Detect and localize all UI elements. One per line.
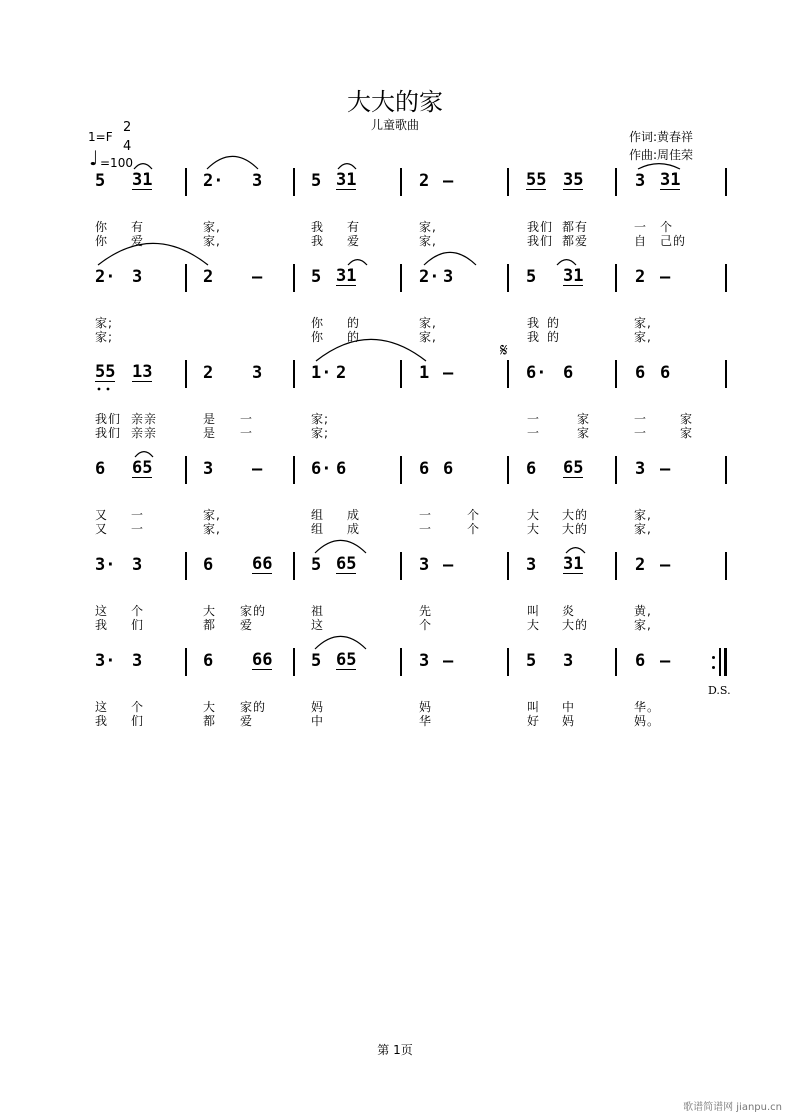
lyric-verse2: 家, (634, 618, 652, 632)
time-signature-bottom: 4 (123, 139, 132, 154)
lyric-verse1: 组 (311, 508, 325, 522)
lyric-verse1: 妈 (311, 700, 325, 714)
lyric-verse1: 我 (311, 220, 325, 234)
note: 2 (203, 363, 214, 383)
note: 35 (563, 170, 584, 190)
lyric-verse2: 家, (203, 522, 221, 536)
lyric-verse1: 家; (95, 316, 114, 330)
note: – (443, 363, 454, 383)
lyric-verse1: 一 (419, 508, 433, 522)
note: 6 (419, 459, 430, 479)
lyric-verse1: 家; (311, 412, 330, 426)
lyric-verse2: 的 (347, 330, 361, 344)
lyric-verse1: 叫 (527, 700, 541, 714)
lyric-verse1: 祖 (311, 604, 325, 618)
lyric-verse1: 家 (680, 412, 694, 426)
lyric-verse1: 这 (95, 700, 109, 714)
note: 2 (336, 363, 347, 383)
note: 31 (132, 170, 153, 190)
song-title: 大大的家 (347, 88, 443, 116)
lyric-verse2: 爱 (347, 234, 361, 248)
octave-dot (98, 388, 101, 391)
lyric-verse2: 家; (311, 426, 330, 440)
lyric-verse1: 个 (467, 508, 481, 522)
note: 3· (95, 651, 116, 671)
note: 3 (132, 555, 143, 575)
lyric-verse2: 好 (527, 714, 541, 728)
note: 5 (526, 651, 537, 671)
lyric-verse1: 是 (203, 412, 217, 426)
lyric-verse1: 都有 (562, 220, 589, 234)
lyric-verse1: 我们 (95, 412, 122, 426)
tie-slur (557, 260, 576, 265)
song-subtitle: 儿童歌曲 (370, 118, 419, 132)
lyric-verse2: 爱 (131, 234, 145, 248)
lyric-verse2: 家, (419, 234, 437, 248)
lyric-verse1: 炎 (562, 604, 576, 618)
lyric-verse2: 家 (577, 426, 591, 440)
lyric-verse2: 我们 (527, 234, 554, 248)
lyric-verse1: 家, (419, 316, 437, 330)
note: 6 (526, 459, 537, 479)
note: 1 (419, 363, 430, 383)
lyric-verse1: 家 (577, 412, 591, 426)
note: 31 (660, 170, 681, 190)
note: 65 (132, 458, 153, 478)
lyric-verse1: 一 (634, 412, 648, 426)
lyric-verse2: 的 (547, 330, 561, 344)
tie-slur (135, 452, 153, 457)
note: 6 (635, 651, 646, 671)
octave-dot (107, 388, 110, 391)
segno-icon: 𝄋 (500, 340, 508, 361)
lyric-verse2: 我 (311, 234, 325, 248)
lyric-verse1: 个 (131, 700, 145, 714)
note: 2· (419, 267, 440, 287)
page-number: 第 1页 (377, 1043, 413, 1057)
lyric-verse1: 我 (527, 316, 541, 330)
lyric-verse2: 爱 (240, 618, 254, 632)
note: 6· (311, 459, 332, 479)
note: 2 (203, 267, 214, 287)
lyric-verse1: 中 (562, 700, 576, 714)
lyric-verse1: 一 (527, 412, 541, 426)
lyric-verse1: 的 (347, 316, 361, 330)
lyric-verse2: 大 (527, 522, 541, 536)
note: 5 (95, 171, 106, 191)
note: – (252, 267, 263, 287)
note: 2 (419, 171, 430, 191)
lyric-verse2: 一 (634, 426, 648, 440)
note: 6· (526, 363, 547, 383)
lyric-verse2: 自 (634, 234, 648, 248)
note: 6 (660, 363, 671, 383)
quarter-note-icon: ♩ (89, 146, 99, 170)
tie-slur (338, 164, 356, 169)
note: – (443, 171, 454, 191)
note: 6 (336, 459, 347, 479)
note: – (443, 651, 454, 671)
lyric-verse2: 组 (311, 522, 325, 536)
lyric-verse1: 家, (634, 316, 652, 330)
lyric-verse2: 一 (527, 426, 541, 440)
lyric-verse2: 中 (311, 714, 325, 728)
lyric-verse1: 你 (311, 316, 325, 330)
note: 6 (563, 363, 574, 383)
note: 6 (203, 651, 214, 671)
note: 6 (203, 555, 214, 575)
note: – (252, 459, 263, 479)
note: 31 (336, 266, 357, 286)
note: – (443, 555, 454, 575)
note: 3 (252, 363, 263, 383)
lyric-verse2: 这 (311, 618, 325, 632)
lyric-verse1: 有 (131, 220, 145, 234)
lyric-verse2: 都 (203, 714, 217, 728)
watermark: 歌谱简谱网 jianpu.cn (683, 1102, 782, 1113)
note: 1· (311, 363, 332, 383)
lyric-verse2: 亲亲 (131, 426, 158, 440)
note: 5 (311, 651, 322, 671)
note: 31 (563, 554, 584, 574)
lyric-verse1: 家, (203, 220, 221, 234)
lyric-verse2: 妈 (562, 714, 576, 728)
lyric-verse1: 有 (347, 220, 361, 234)
note: 31 (336, 170, 357, 190)
note: 3 (419, 651, 430, 671)
note: 5 (526, 267, 537, 287)
note: 3 (203, 459, 214, 479)
lyric-verse2: 家; (95, 330, 114, 344)
note: 3 (526, 555, 537, 575)
lyric-verse2: 个 (467, 522, 481, 536)
tie-slur (315, 636, 366, 649)
lyric-verse1: 叫 (527, 604, 541, 618)
note: – (660, 267, 671, 287)
lyric-verse1: 家的 (240, 700, 267, 714)
lyric-verse1: 这 (95, 604, 109, 618)
tempo-marking: =100 (100, 156, 133, 170)
lyric-verse1: 成 (347, 508, 361, 522)
lyric-verse2: 我们 (95, 426, 122, 440)
note: 2 (635, 555, 646, 575)
lyric-verse1: 大 (203, 700, 217, 714)
lyric-verse1: 我们 (527, 220, 554, 234)
lyric-verse1: 一 (131, 508, 145, 522)
lyric-verse1: 一 (634, 220, 648, 234)
lyric-verse2: 我 (95, 714, 109, 728)
lyric-verse1: 的 (547, 316, 561, 330)
lyric-verse2: 大 (527, 618, 541, 632)
lyricist-credit: 作词:黄春祥 (629, 130, 694, 144)
note: 5 (311, 267, 322, 287)
note: 3 (635, 171, 646, 191)
lyric-verse2: 家 (680, 426, 694, 440)
time-signature-top: 2 (123, 120, 132, 135)
note: 3 (443, 267, 454, 287)
lyric-verse2: 大的 (562, 522, 589, 536)
lyric-verse2: 我 (95, 618, 109, 632)
lyric-verse2: 你 (311, 330, 325, 344)
lyric-verse2: 家, (419, 330, 437, 344)
lyric-verse2: 你 (95, 234, 109, 248)
note: 65 (336, 554, 357, 574)
note: 2· (203, 171, 224, 191)
note: 5 (311, 171, 322, 191)
note: 3 (252, 171, 263, 191)
lyric-verse2: 都爱 (562, 234, 589, 248)
note: 6 (443, 459, 454, 479)
lyric-verse1: 一 (240, 412, 254, 426)
lyric-verse2: 家, (634, 330, 652, 344)
tie-slur (348, 260, 367, 265)
tie-slur (207, 156, 258, 169)
note: – (660, 651, 671, 671)
note: 65 (336, 650, 357, 670)
lyric-verse1: 大 (203, 604, 217, 618)
composer-credit: 作曲:周佳荣 (629, 148, 694, 162)
lyric-verse2: 己的 (660, 234, 687, 248)
lyric-verse2: 是 (203, 426, 217, 440)
tie-slur (134, 164, 152, 169)
lyric-verse1: 黄, (634, 604, 652, 618)
lyric-verse2: 一 (419, 522, 433, 536)
note: 3 (563, 651, 574, 671)
lyric-verse2: 又 (95, 522, 109, 536)
tie-slur (424, 252, 476, 265)
note: 3 (419, 555, 430, 575)
note: 2· (95, 267, 116, 287)
note: 65 (563, 458, 584, 478)
lyric-verse2: 大的 (562, 618, 589, 632)
tie-slur (98, 243, 208, 265)
note: 31 (563, 266, 584, 286)
lyric-verse2: 个 (419, 618, 433, 632)
lyric-verse1: 先 (419, 604, 433, 618)
lyric-verse2: 爱 (240, 714, 254, 728)
lyric-verse1: 大 (527, 508, 541, 522)
lyric-verse1: 妈 (419, 700, 433, 714)
note: 55 (526, 170, 547, 190)
lyric-verse1: 华。 (634, 700, 661, 714)
note: 2 (635, 267, 646, 287)
lyric-verse2: 一 (131, 522, 145, 536)
lyric-verse1: 亲亲 (131, 412, 158, 426)
note: 3 (132, 267, 143, 287)
tie-slur (315, 540, 366, 553)
lyric-verse1: 家, (634, 508, 652, 522)
tie-slur (566, 548, 585, 553)
lyric-verse2: 家, (203, 234, 221, 248)
lyric-verse1: 家的 (240, 604, 267, 618)
note: 13 (132, 362, 153, 382)
lyric-verse1: 家, (203, 508, 221, 522)
note: – (660, 555, 671, 575)
lyric-verse1: 大的 (562, 508, 589, 522)
note: 5 (311, 555, 322, 575)
lyric-verse2: 家, (634, 522, 652, 536)
lyric-verse2: 成 (347, 522, 361, 536)
lyric-verse2: 都 (203, 618, 217, 632)
note: 55 (95, 362, 116, 382)
note: 3 (635, 459, 646, 479)
lyric-verse1: 个 (660, 220, 674, 234)
ds-marking: D.S. (708, 684, 731, 697)
lyric-verse1: 你 (95, 220, 109, 234)
lyric-verse2: 妈。 (634, 714, 661, 728)
note: 66 (252, 554, 273, 574)
note: – (660, 459, 671, 479)
note: 6 (95, 459, 106, 479)
lyric-verse2: 我 (527, 330, 541, 344)
lyric-verse1: 又 (95, 508, 109, 522)
lyric-verse2: 们 (131, 618, 145, 632)
note: 66 (252, 650, 273, 670)
lyric-verse1: 个 (131, 604, 145, 618)
lyric-verse2: 一 (240, 426, 254, 440)
lyric-verse2: 们 (131, 714, 145, 728)
key-signature: 1=F (88, 130, 113, 144)
tie-slur (638, 164, 680, 169)
note: 6 (635, 363, 646, 383)
note: 3 (132, 651, 143, 671)
note: 3· (95, 555, 116, 575)
lyric-verse2: 华 (419, 714, 433, 728)
tie-slur (316, 339, 426, 361)
lyric-verse1: 家, (419, 220, 437, 234)
